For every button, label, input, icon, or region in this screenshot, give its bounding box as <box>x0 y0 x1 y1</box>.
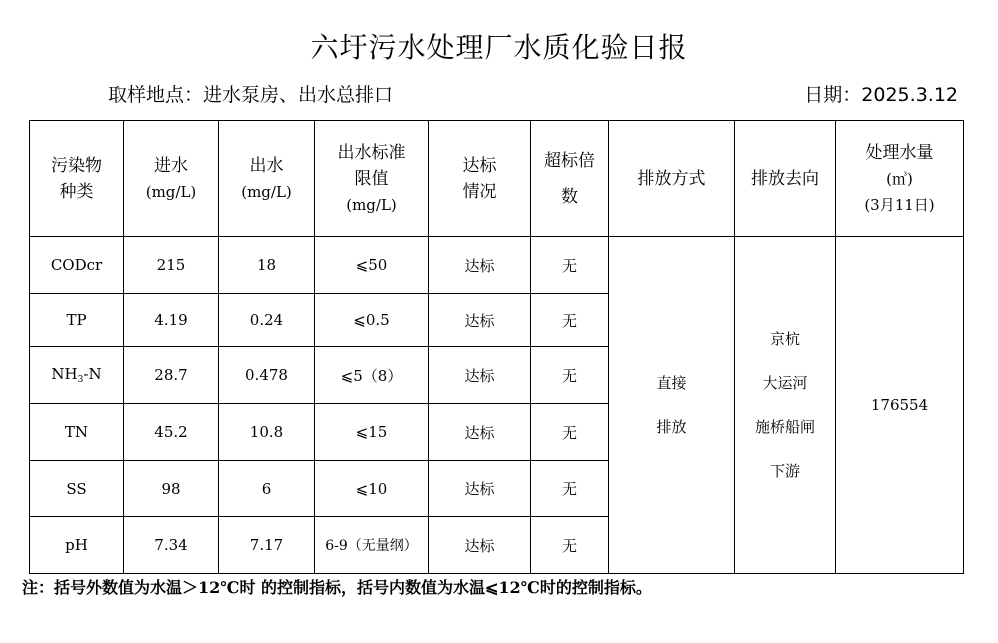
limit-cell: ⩽0.5 <box>315 294 429 347</box>
status-cell: 达标 <box>429 517 531 574</box>
header-limit: 出水标准 限值 (mg/L) <box>315 121 429 237</box>
sampling-location: 取样地点：进水泵房、出水总排口 <box>108 84 394 106</box>
pollutant-cell: $NH_3-N$ <box>30 347 124 404</box>
table-row <box>30 237 964 294</box>
pollutant-cell: TN <box>30 404 124 461</box>
pollutant-cell: SS <box>30 461 124 517</box>
limit-cell: ⩽10 <box>315 461 429 517</box>
influent-cell: 7.34 <box>124 517 219 574</box>
discharge-method-cell: 直接 排放 <box>609 237 735 574</box>
header-compliance: 达标 情况 <box>429 121 531 237</box>
influent-cell: 215 <box>124 237 219 294</box>
header-discharge-method: 排放方式 <box>609 121 735 237</box>
exceed-cell: 无 <box>531 404 609 461</box>
report-date: 日期：2025.3.12 <box>804 84 958 106</box>
exceed-cell: 无 <box>531 237 609 294</box>
header-influent: 进水 (mg/L) <box>124 121 219 237</box>
effluent-cell: 18 <box>219 237 315 294</box>
status-cell: 达标 <box>429 294 531 347</box>
influent-cell: 45.2 <box>124 404 219 461</box>
influent-cell: 4.19 <box>124 294 219 347</box>
limit-cell: ⩽50 <box>315 237 429 294</box>
treated-volume-value: 176554 <box>836 237 964 574</box>
header-row <box>30 121 964 237</box>
exceed-cell: 无 <box>531 294 609 347</box>
header-exceed: 超标倍 数 <box>531 121 609 237</box>
exceed-cell: 无 <box>531 347 609 404</box>
exceed-cell: 无 <box>531 461 609 517</box>
header-effluent: 出水 (mg/L) <box>219 121 315 237</box>
pollutant-cell: TP <box>30 294 124 347</box>
header-volume: 处理水量 (㎥) (3月11日) <box>836 121 964 237</box>
status-cell: 达标 <box>429 404 531 461</box>
pollutant-cell: pH <box>30 517 124 574</box>
footnote: 注：括号外数值为水温＞12℃时 的控制指标，括号内数值为水温⩽12℃时的控制指标。 <box>22 578 652 597</box>
effluent-cell: 0.478 <box>219 347 315 404</box>
status-cell: 达标 <box>429 347 531 404</box>
limit-cell: ⩽15 <box>315 404 429 461</box>
effluent-cell: 10.8 <box>219 404 315 461</box>
pollutant-cell: CODcr <box>30 237 124 294</box>
status-cell: 达标 <box>429 461 531 517</box>
effluent-cell: 0.24 <box>219 294 315 347</box>
limit-cell: 6-9（无量纲） <box>315 517 429 574</box>
header-pollutant: 污染物 种类 <box>30 121 124 237</box>
header-discharge-direction: 排放去向 <box>735 121 836 237</box>
effluent-cell: 7.17 <box>219 517 315 574</box>
limit-cell: ⩽5（8） <box>315 347 429 404</box>
status-cell: 达标 <box>429 237 531 294</box>
discharge-direction-cell: 京杭 大运河 施桥船闸 下游 <box>735 237 836 574</box>
water-quality-table <box>29 120 964 574</box>
influent-cell: 98 <box>124 461 219 517</box>
exceed-cell: 无 <box>531 517 609 574</box>
report-title: 六圩污水处理厂水质化验日报 <box>310 31 688 64</box>
effluent-cell: 6 <box>219 461 315 517</box>
influent-cell: 28.7 <box>124 347 219 404</box>
